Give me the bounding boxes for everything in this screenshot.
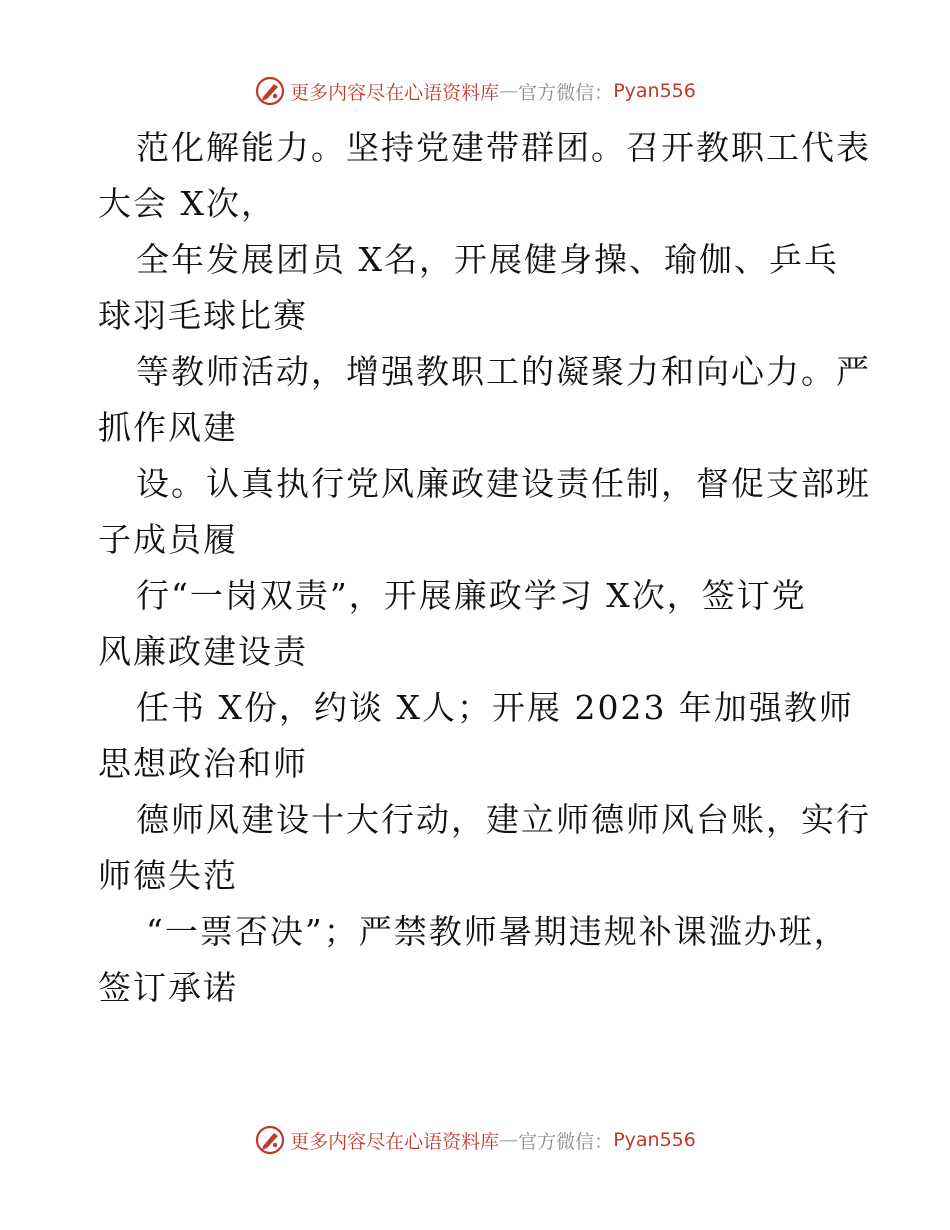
text-line-12: 思想政治和师 [98,744,308,783]
watermark-dash: — [499,80,519,102]
seal-logo-icon [254,1124,286,1156]
text-line-9: 行“一岗双责”，开展廉政学习 X次，签订党 [136,576,807,615]
text-line-11: 任书 X份，约谈 X人；开展 2023 年加强教师 [136,688,854,727]
watermark-account: Pyan556 [613,80,696,102]
text-line-3: 全年发展团员 X名，开展健身操、瑜伽、乒乓 [136,240,839,279]
watermark-brand: 更多内容尽在心语资料库 [290,81,500,104]
watermark-official: 官方微信： [518,81,614,104]
text-line-5: 等教师活动，增强教职工的凝聚力和向心力。严 [136,352,871,391]
header-watermark [0,74,950,108]
text-line-1: 范化解能力。坚持党建带群团。召开教职工代表 [136,128,871,167]
text-line-14: 师德失范 [98,856,238,895]
text-line-13: 德师风建设十大行动，建立师德师风台账，实行 [136,800,871,839]
watermark-account: Pyan556 [613,1129,696,1151]
text-line-7: 设。认真执行党风廉政建设责任制，督促支部班 [136,464,871,503]
text-line-6: 抓作风建 [98,408,238,447]
seal-logo-icon [254,75,286,107]
text-line-16: 签订承诺 [98,968,238,1007]
body-text [98,120,871,1016]
text-line-8: 子成员履 [98,520,238,559]
text-line-2: 大会 X次， [98,184,276,223]
text-line-15: “一票否决”；严禁教师暑期违规补课滥办班， [146,912,849,951]
watermark-official: 官方微信： [518,1130,614,1153]
text-line-10: 风廉政建设责 [98,632,308,671]
watermark-dash: — [499,1129,519,1151]
text-line-4: 球羽毛球比赛 [98,296,308,335]
watermark-brand: 更多内容尽在心语资料库 [290,1130,500,1153]
footer-watermark [0,1123,950,1157]
